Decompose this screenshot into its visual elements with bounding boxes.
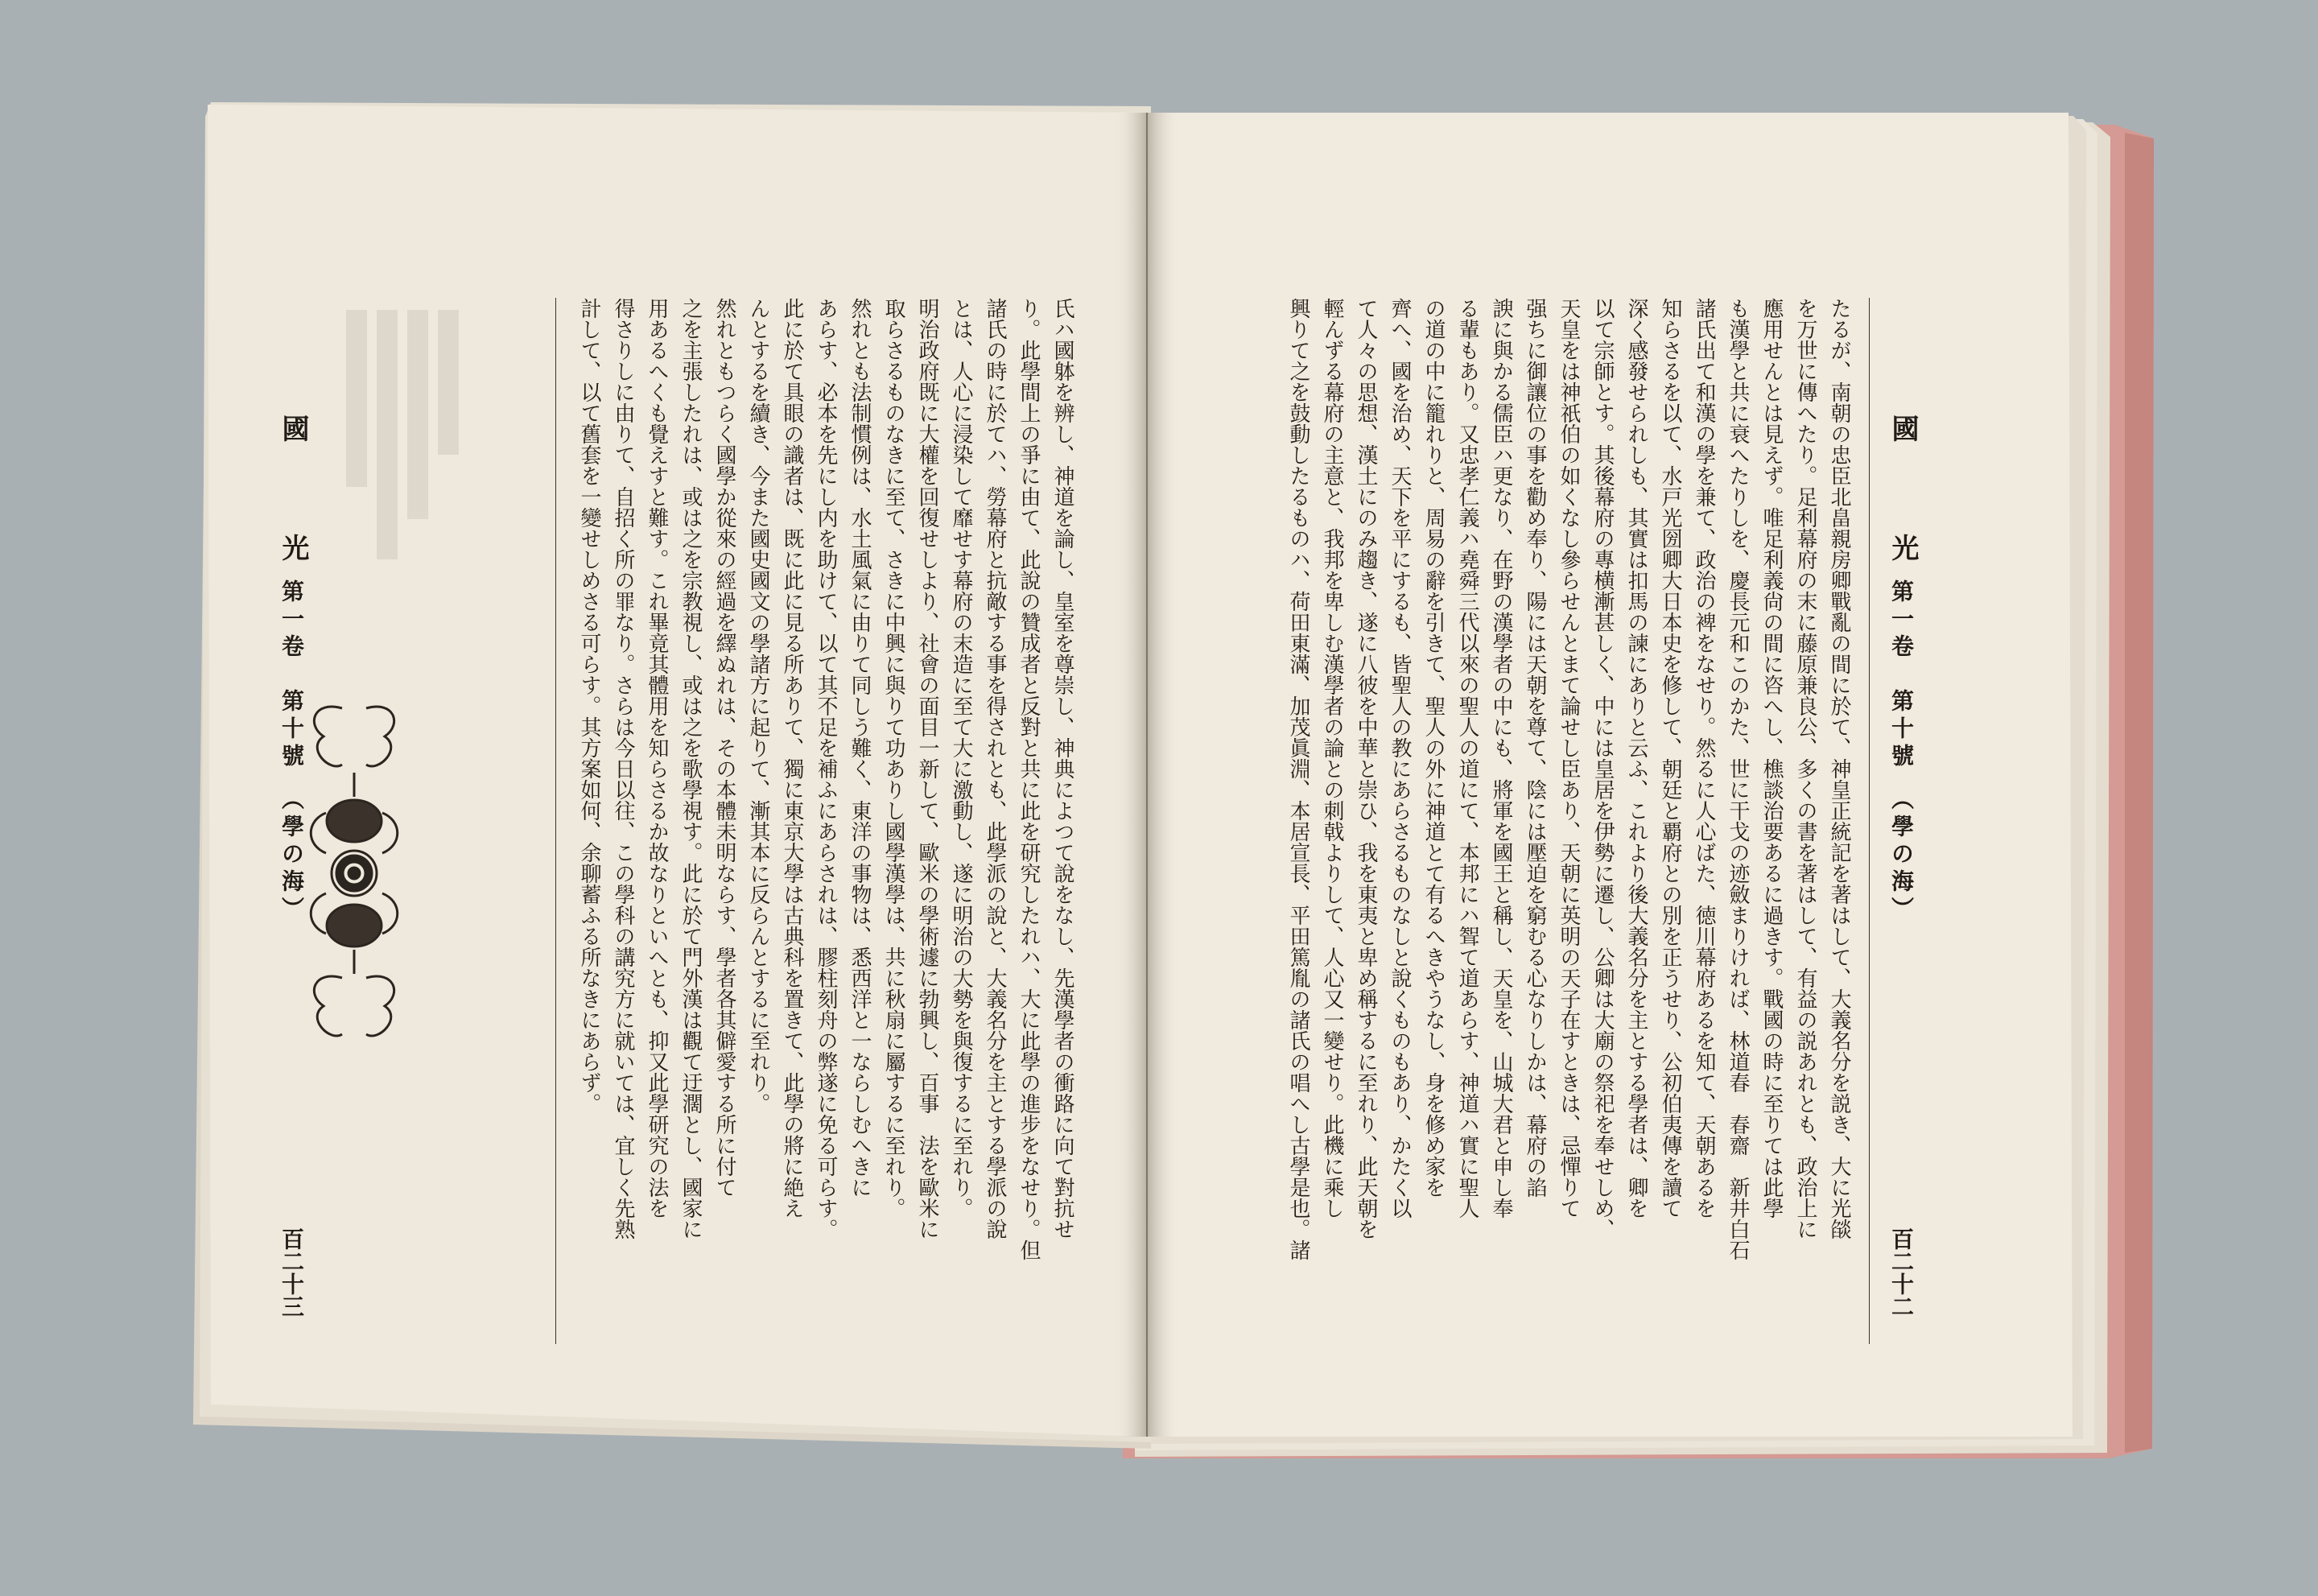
left-column: 取らさるものなきに至て、さきに中興に與りて功ありし國學漢學は、共に秋扇に屬するに至れり。 (881, 298, 905, 1219)
left-page-number: 百二十三 (278, 1227, 305, 1318)
left-column: り。此學間上の爭に由て、此說の贊成者と反對と共に此を研究したれハ、大に此學の進步をなせり。但 (1017, 298, 1041, 1260)
right-column: の道の中に籠れりと、周易の辭を引きて、聖人の外に神道とて有るへきやうなし、身を修め家を (1421, 298, 1446, 1198)
left-column: あらす、必本を先にし内を助けて、以て其不足を補ふにあらされは、膠柱刻舟の弊遂に免る可らす。 (814, 298, 838, 1239)
right-column: 諛に與かる儒臣ハ更なり、在野の漢學者の中にも、將軍を國王と稱し、天皇を、山城大君と申し奉 (1489, 298, 1513, 1219)
right-column: 應用せんとは見えず。唯足利義尙の間に咨へし、樵談治要あるに過きす。戰國の時に至りては此學 (1759, 298, 1784, 1219)
right-column: 興りて之を鼓動したるものハ、荷田東滿、加茂眞淵、本居宣長、平田篤胤の諸氏の唱へし古學是也。諸 (1286, 298, 1310, 1260)
left-column: 用あるへくも覺えすと難す。これ畢竟其體用を知らさるか故なりといへとも、抑又此學研究の法を (645, 298, 669, 1219)
right-column: る輩もあり。又忠孝仁義ハ堯舜三代以來の聖人の道にて、本邦にハ聟て道あらす、神道ハ實に聖人 (1455, 298, 1479, 1219)
left-column: 之を主張したれは、或は之を宗教視し、或は之を歌學視す。此に於て門外漢は觀て迂濶とし、國家に (678, 298, 703, 1239)
right-column: 强ちに御讓位の事を勸め奉り、陽には天朝を尊て、陰には壓迫を窮むる心なりしかは、幕府の諂 (1523, 298, 1547, 1198)
right-column: 輕んずる幕府の主意と、我邦を卑しむ漢學者の論との刺戟よりして、人心又一變せり。此機に乘し (1320, 298, 1344, 1219)
left-running-info: 第一卷 第十號 （學の海） (278, 579, 305, 924)
left-column: 此に於て具眼の識者は、既に此に見る所ありて、獨に東京大學は古典科を置きて、此學の將に絶え (780, 298, 804, 1219)
left-header-rule (555, 298, 556, 1344)
left-running-title: 國 光 (277, 414, 309, 593)
right-column: て人々の思想、漢土にのみ趨き、遂に八彼を中華と崇ひ、我を東夷と卑め稱するに至れり、此天朝を (1354, 298, 1378, 1239)
right-column: も漢學と共に衰へたりしを、慶長元和このかた、世に干戈の迹斂まりければ、林道春 春齋 新井白石 (1726, 298, 1750, 1260)
right-column: たるが、南朝の忠臣北畠親房卿戰亂の間に於て、神皇正統記を著はして、大義名分を説き、大に光燄 (1827, 298, 1851, 1239)
right-running-info: 第一卷 第十號 （學の海） (1888, 579, 1915, 924)
left-column: 氏ハ國躰を辨し、神道を論し、皇室を尊崇し、神典によつて說をなし、先漢學者の衝路に向て對抗せ (1050, 298, 1074, 1239)
left-column: 諸氏の時に於てハ、勞幕府と抗敵する事を得されとも、此學派の說と、大義名分を主とする學派の說 (983, 298, 1007, 1239)
left-column: んとするを續き、今また國史國文の學諸方に起りて、漸其本に反らんとするに至れり。 (746, 298, 770, 1114)
left-column: 得さりしに由りて、自招く所の罪なり。さらは今日以往、この學科の講究方に就いては、宜しく先熟 (611, 298, 635, 1239)
right-column: 深く感發せられしも、其實は扣馬の諫にありと云ふ、これより後大義名分を主とする學者は、卿を (1624, 298, 1648, 1219)
right-column: 以て宗師とす。其後幕府の專横漸甚しく、中には皇居を伊勢に遷し、公卿は大廟の祭祀を奉せしめ、 (1590, 298, 1615, 1239)
left-column: とは、人心に浸染して靡せす幕府の末造に至て大に激動し、遂に明治の大勢を與復するに至れり。 (949, 298, 973, 1219)
left-column: 然れとも法制慣例は、水土風氣に由りて同しう難く、東洋の事物は、悉西洋と一ならしむへきに (848, 298, 872, 1198)
right-column: を万世に傳へたり。足利幕府の末に藤原兼良公、多くの書を著はして、有益の説あれとも、政治上に (1793, 298, 1817, 1239)
right-column: 天皇をは神祇伯の如くなし參らせんとまて論せし臣あり、天朝に英明の天子在すときは、忌憚りて (1557, 298, 1581, 1219)
right-page-number: 百二十二 (1888, 1227, 1915, 1318)
left-column: 然れともつらく國學か從來の經過を繹ぬれは、その本體未明ならす、學者各其僻愛する所に付て (712, 298, 736, 1198)
right-column: 知らさるを以て、水戸光圀卿大日本史を修して、朝廷と覇府との別を正うせり、公初伯夷傳を讀て (1658, 298, 1682, 1219)
right-column: 諸氏出て和漢の學を兼て、政治の裨をなせり。然るに人心ばた、徳川幕府あるを知て、天朝あるを (1692, 298, 1716, 1219)
left-column: 明治政府既に大權を回復せしより、社會の面目一新して、歐米の學術遽に勃興し、百事 法を歐米に (915, 298, 939, 1239)
right-header-rule (1869, 298, 1870, 1344)
right-column: 齊へ、國を治め、天下を平にするも、皆聖人の教にあらさるものなしと說くものもあり、かたく以 (1388, 298, 1412, 1219)
left-column: 計して、以て舊套を一變せしめさる可らす。其方案如何、余聊蓄ふる所なきにあらず。 (577, 298, 601, 1114)
right-running-title: 國 光 (1887, 414, 1919, 593)
